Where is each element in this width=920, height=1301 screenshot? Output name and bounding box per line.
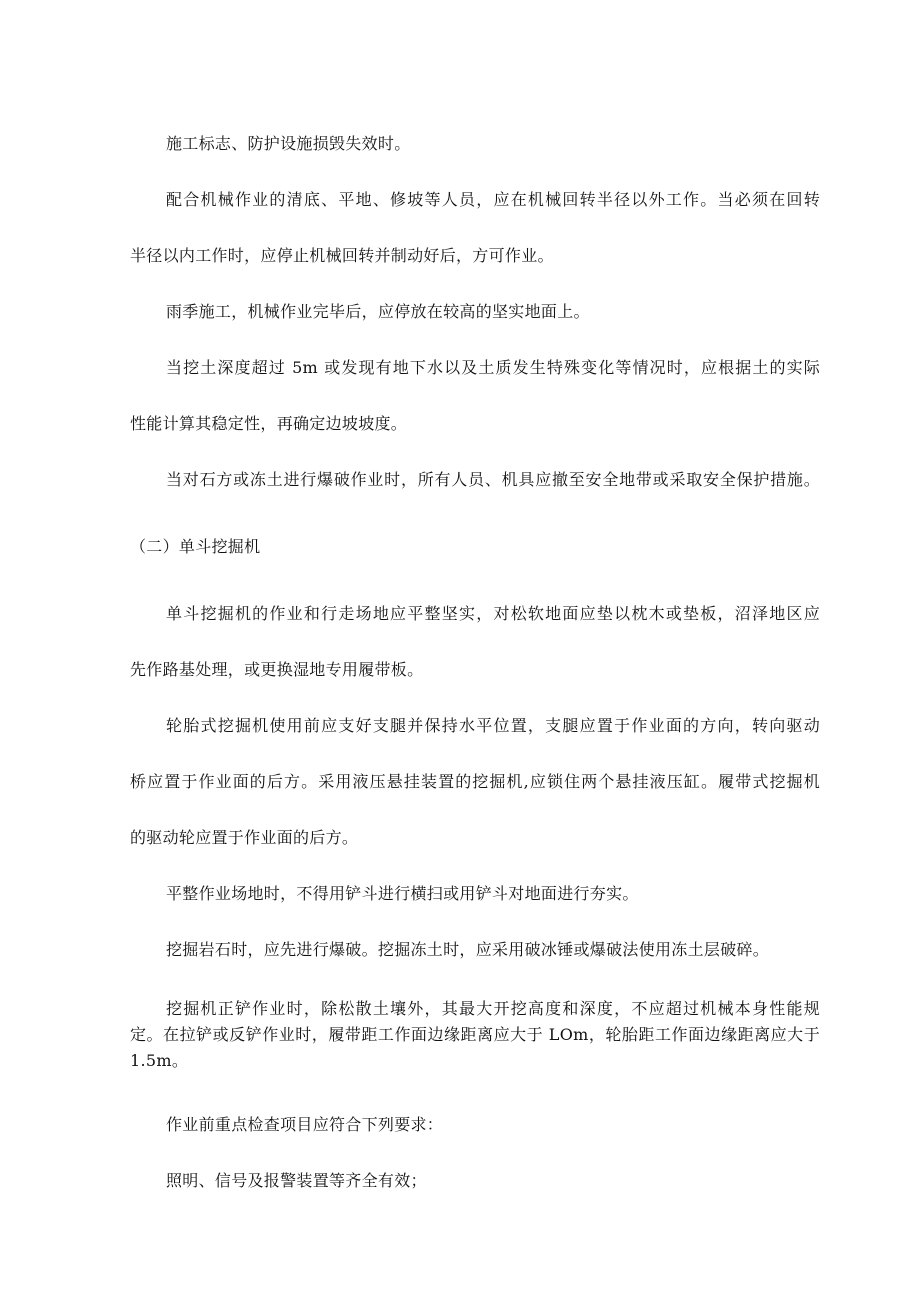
paragraph-wheeled-excavator-line1: 轮胎式挖掘机使用前应支好支腿并保持水平位置，支腿应置于作业面的方向，转向驱动 [166, 716, 820, 735]
paragraph-blasting: 当对石方或冻土进行爆破作业时，所有人员、机具应撤至安全地带或采取安全保护措施。 [166, 470, 820, 489]
paragraph-cooperating-personnel-line1: 配合机械作业的清底、平地、修坡等人员，应在机械回转半径以外工作。当必须在回转 [166, 190, 820, 209]
section-heading-single-bucket-excavator: （二）单斗挖掘机 [130, 537, 261, 556]
paragraph-pre-work-inspection: 作业前重点检查项目应符合下列要求： [166, 1115, 444, 1134]
paragraph-work-site-line1: 单斗挖掘机的作业和行走场地应平整坚实，对松软地面应垫以枕木或垫板，沼泽地区应 [166, 604, 820, 623]
paragraph-front-shovel-line3: 1.5m。 [130, 1051, 189, 1070]
paragraph-wheeled-excavator-line3: 的驱动轮应置于作业面的后方。 [130, 828, 359, 847]
paragraph-excavation-depth-line2: 性能计算其稳定性，再确定边坡坡度。 [130, 414, 408, 433]
paragraph-front-shovel-line2: 定。在拉铲或反铲作业时，履带距工作面边缘距离应大于 LOm，轮胎距工作面边缘距离应大于 [130, 1025, 820, 1044]
paragraph-rainy-season: 雨季施工，机械作业完毕后，应停放在较高的坚实地面上。 [166, 302, 590, 321]
paragraph-cooperating-personnel-line2: 半径以内工作时，应停止机械回转并制动好后，方可作业。 [130, 246, 554, 265]
paragraph-excavating-rock: 挖掘岩石时，应先进行爆破。挖掘冻土时，应采用破冰锤或爆破法使用冻土层破碎。 [166, 940, 770, 959]
paragraph-excavation-depth-line1: 当挖土深度超过 5m 或发现有地下水以及土质发生特殊变化等情况时，应根据土的实际 [166, 358, 820, 377]
paragraph-work-site-line2: 先作路基处理，或更换湿地专用履带板。 [130, 660, 424, 679]
paragraph-lighting-signals: 照明、信号及报警装置等齐全有效； [166, 1171, 427, 1190]
paragraph-signs-damaged: 施工标志、防护设施损毁失效时。 [166, 134, 411, 153]
paragraph-front-shovel-line1: 挖掘机正铲作业时，除松散土壤外，其最大开挖高度和深度，不应超过机械本身性能规 [166, 999, 820, 1018]
paragraph-wheeled-excavator-line2: 桥应置于作业面的后方。采用液压悬挂装置的挖掘机,应锁住两个悬挂液压缸。履带式挖掘机 [130, 772, 820, 791]
paragraph-leveling-site: 平整作业场地时，不得用铲斗进行横扫或用铲斗对地面进行夯实。 [166, 884, 639, 903]
